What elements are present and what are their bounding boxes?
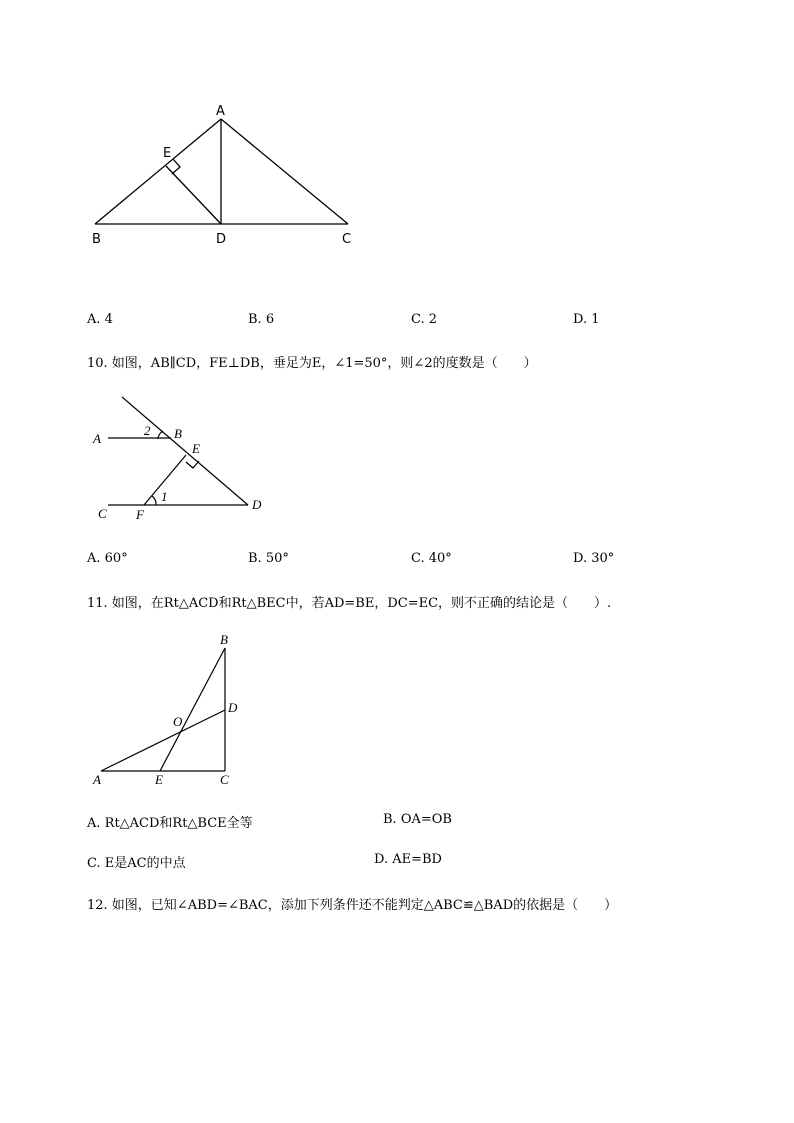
q9-label-b: B bbox=[92, 232, 101, 247]
q11-option-c[interactable]: C. E是AC的中点 bbox=[87, 856, 186, 871]
q11-label-d: D bbox=[228, 700, 238, 715]
q10-option-d[interactable]: D. 30° bbox=[573, 551, 615, 566]
q12-question: 12. 如图，已知∠ABD=∠BAC，添加下列条件还不能判定△ABC≌△BAD的依据是（ ） bbox=[87, 898, 618, 913]
q11-label-b: B bbox=[220, 632, 228, 647]
q10-label-angle2: 2 bbox=[144, 423, 151, 438]
q9-label-c: C bbox=[342, 232, 352, 247]
q10-label-b: B bbox=[174, 426, 182, 441]
q10-option-a[interactable]: A. 60° bbox=[87, 551, 128, 566]
q10-label-e: E bbox=[192, 441, 200, 456]
q9-label-d: D bbox=[216, 232, 227, 247]
q11-label-c: C bbox=[220, 772, 229, 787]
q10-label-c: C bbox=[98, 506, 107, 521]
q11-option-a[interactable]: A. Rt△ACD和Rt△BCE全等 bbox=[87, 816, 253, 831]
q10-option-c[interactable]: C. 40° bbox=[411, 551, 452, 566]
q9-option-d[interactable]: D. 1 bbox=[573, 312, 600, 327]
q10-label-f: F bbox=[136, 507, 144, 522]
q11-question: 11. 如图，在Rt△ACD和Rt△BEC中，若AD=BE，DC=EC，则不正确的结论是（ ）. bbox=[87, 596, 612, 611]
q9-option-c[interactable]: C. 2 bbox=[411, 312, 438, 327]
q10-label-d: D bbox=[252, 497, 262, 512]
q10-label-angle1: 1 bbox=[161, 489, 168, 504]
q11-option-b[interactable]: B. OA=OB bbox=[383, 812, 452, 827]
q11-label-e: E bbox=[155, 772, 163, 787]
q10-label-a: A bbox=[93, 431, 101, 446]
q11-label-o: O bbox=[173, 714, 183, 729]
q9-option-b[interactable]: B. 6 bbox=[248, 312, 275, 327]
q10-question: 10. 如图，AB∥CD，FE⊥DB，垂足为E，∠1=50°，则∠2的度数是（ ） bbox=[87, 356, 537, 371]
q9-option-a[interactable]: A. 4 bbox=[87, 312, 113, 327]
q9-label-e: E bbox=[163, 146, 172, 161]
q9-label-a: A bbox=[216, 104, 225, 119]
q10-option-b[interactable]: B. 50° bbox=[248, 551, 289, 566]
q11-option-d[interactable]: D. AE=BD bbox=[374, 852, 442, 867]
q11-label-a: A bbox=[93, 772, 101, 787]
